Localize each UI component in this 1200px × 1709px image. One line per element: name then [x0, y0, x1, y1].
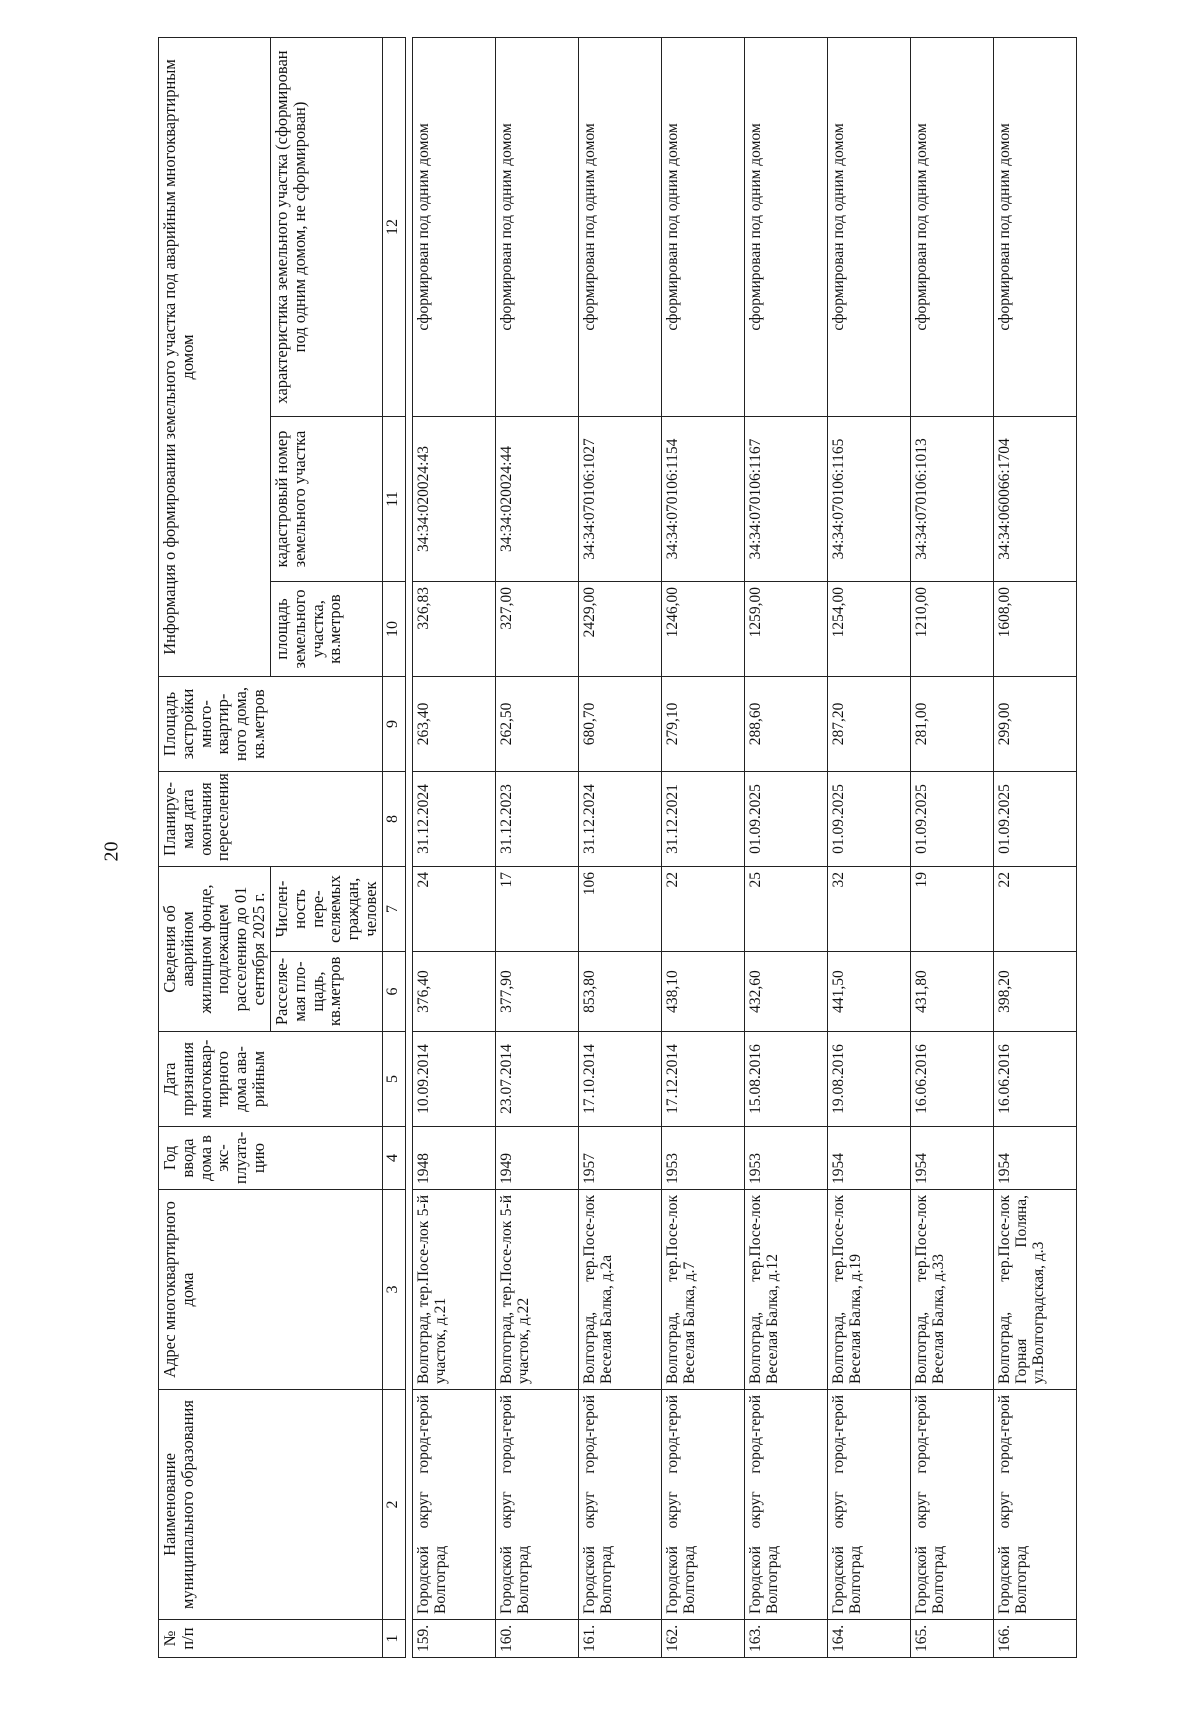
rotated-table-container [158, 38, 1047, 1658]
cell-land-status: сформирован под одним домом [578, 37, 661, 416]
header-col-3: Адрес многоквартирного дома [159, 1190, 383, 1390]
cell-land-status: сформирован под одним домом [495, 37, 578, 416]
cell-people-count: 106 [578, 866, 661, 951]
column-number: 7 [382, 866, 405, 951]
header-col-12: характеристика земельного участка (сформирован под одним домом, не сформирован) [270, 37, 382, 416]
column-number: 5 [382, 1032, 405, 1127]
cell-land-status: сформирован под одним домом [744, 37, 827, 416]
cell-land-area: 2429,00 [578, 581, 661, 676]
cell-recognition-date: 17.10.2014 [578, 1032, 661, 1127]
column-number: 3 [382, 1190, 405, 1390]
column-number: 2 [382, 1390, 405, 1620]
table-row [910, 37, 993, 1657]
table-row [412, 37, 495, 1657]
cell-address: Волгоград, тер.Посе-лок Веселая Балка, д.33 [910, 1190, 993, 1390]
column-number: 1 [382, 1620, 405, 1658]
cell-building-area: 263,40 [412, 676, 495, 771]
header-col-1: № п/п [159, 1620, 383, 1658]
cell-number: 165. [910, 1620, 993, 1658]
cell-address: Волгоград, тер.Посе-лок 5-й участок, д.21 [412, 1190, 495, 1390]
table-row [578, 37, 661, 1657]
header-col-10: площадь земельного участка, кв.метров [270, 581, 382, 676]
cell-address: Волгоград, тер.Посе-лок Веселая Балка, д.12 [744, 1190, 827, 1390]
header-col-9: Площадь застройки много- квартир- ного дома, кв.метров [159, 676, 383, 771]
cell-municipality: Городской округ город-герой Волгоград [412, 1390, 495, 1620]
cell-number: 159. [412, 1620, 495, 1658]
column-number: 10 [382, 581, 405, 676]
cell-municipality: Городской округ город-герой Волгоград [744, 1390, 827, 1620]
column-number-row [382, 37, 405, 1657]
cell-building-area: 288,60 [744, 676, 827, 771]
cell-land-status: сформирован под одним домом [661, 37, 744, 416]
cell-number: 160. [495, 1620, 578, 1658]
cell-address: Волгоград, тер.Посе-лок Горная Поляна, ул.Волгоградская, д.3 [993, 1190, 1076, 1390]
table-row [661, 37, 744, 1657]
cell-cadastral-number: 34:34:070106:1167 [744, 416, 827, 581]
cell-address: Волгоград, тер.Посе-лок Веселая Балка, д.7 [661, 1190, 744, 1390]
cell-land-area: 1210,00 [910, 581, 993, 676]
cell-land-area: 327,00 [495, 581, 578, 676]
header-group-10-12: Информация о формировании земельного участка под аварийным многоквартирным домом [159, 37, 271, 676]
cell-recognition-date: 19.08.2016 [827, 1032, 910, 1127]
cell-year: 1953 [744, 1127, 827, 1190]
table-row [827, 37, 910, 1657]
cell-recognition-date: 17.12.2014 [661, 1032, 744, 1127]
table-row [993, 37, 1076, 1657]
cell-municipality: Городской округ город-герой Волгоград [993, 1390, 1076, 1620]
cell-building-area: 281,00 [910, 676, 993, 771]
cell-cadastral-number: 34:34:070106:1013 [910, 416, 993, 581]
header-group-6-7: Сведения об аварийном жилищном фонде, подлежащем расселению до 01 сентября 2025 г. [159, 866, 271, 1031]
cell-year: 1954 [910, 1127, 993, 1190]
cell-land-status: сформирован под одним домом [910, 37, 993, 416]
cell-municipality: Городской округ город-герой Волгоград [661, 1390, 744, 1620]
cell-year: 1954 [993, 1127, 1076, 1190]
header-col-8: Планируе- мая дата окончания переселения [159, 771, 383, 866]
emergency-housing-table [158, 37, 1077, 1658]
header-col-4: Год ввода дома в экс- плуата- цию [159, 1127, 383, 1190]
cell-land-area: 1259,00 [744, 581, 827, 676]
table-row [744, 37, 827, 1657]
cell-end-date: 31.12.2021 [661, 771, 744, 866]
cell-people-count: 22 [993, 866, 1076, 951]
cell-people-count: 17 [495, 866, 578, 951]
cell-building-area: 287,20 [827, 676, 910, 771]
cell-end-date: 31.12.2023 [495, 771, 578, 866]
header-gap [405, 37, 412, 1657]
cell-building-area: 262,50 [495, 676, 578, 771]
cell-cadastral-number: 34:34:020024:44 [495, 416, 578, 581]
cell-address: Волгоград, тер.Посе-лок Веселая Балка, д.2а [578, 1190, 661, 1390]
cell-number: 161. [578, 1620, 661, 1658]
cell-year: 1948 [412, 1127, 495, 1190]
cell-end-date: 01.09.2025 [993, 771, 1076, 866]
cell-land-status: сформирован под одним домом [412, 37, 495, 416]
cell-recognition-date: 16.06.2016 [993, 1032, 1076, 1127]
header-col-7: Числен- ность пере- селяемых граждан, человек [270, 866, 382, 951]
cell-building-area: 279,10 [661, 676, 744, 771]
cell-resettled-area: 431,80 [910, 952, 993, 1032]
cell-land-status: сформирован под одним домом [993, 37, 1076, 416]
cell-people-count: 25 [744, 866, 827, 951]
cell-municipality: Городской округ город-герой Волгоград [495, 1390, 578, 1620]
cell-resettled-area: 377,90 [495, 952, 578, 1032]
column-number: 8 [382, 771, 405, 866]
cell-recognition-date: 10.09.2014 [412, 1032, 495, 1127]
column-number: 11 [382, 416, 405, 581]
cell-building-area: 299,00 [993, 676, 1076, 771]
header-col-6: Расселяе- мая пло- щадь, кв.метров [270, 952, 382, 1032]
cell-land-area: 326,83 [412, 581, 495, 676]
cell-municipality: Городской округ город-герой Волгоград [827, 1390, 910, 1620]
cell-number: 163. [744, 1620, 827, 1658]
cell-number: 164. [827, 1620, 910, 1658]
cell-address: Волгоград, тер.Посе-лок 5-й участок, д.22 [495, 1190, 578, 1390]
cell-land-area: 1254,00 [827, 581, 910, 676]
cell-year: 1949 [495, 1127, 578, 1190]
cell-number: 162. [661, 1620, 744, 1658]
cell-recognition-date: 15.08.2016 [744, 1032, 827, 1127]
cell-cadastral-number: 34:34:060066:1704 [993, 416, 1076, 581]
header-col-11: кадастровый номер земельного участка [270, 416, 382, 581]
cell-people-count: 32 [827, 866, 910, 951]
cell-people-count: 22 [661, 866, 744, 951]
cell-land-area: 1246,00 [661, 581, 744, 676]
gap-cell [405, 37, 412, 1657]
table-row [495, 37, 578, 1657]
cell-end-date: 01.09.2025 [744, 771, 827, 866]
cell-municipality: Городской округ город-герой Волгоград [910, 1390, 993, 1620]
cell-year: 1953 [661, 1127, 744, 1190]
table-body [412, 37, 1076, 1657]
cell-end-date: 01.09.2025 [827, 771, 910, 866]
cell-resettled-area: 853,80 [578, 952, 661, 1032]
cell-year: 1954 [827, 1127, 910, 1190]
cell-year: 1957 [578, 1127, 661, 1190]
cell-resettled-area: 438,10 [661, 952, 744, 1032]
column-number: 6 [382, 952, 405, 1032]
cell-resettled-area: 398,20 [993, 952, 1076, 1032]
header-row-1 [159, 37, 271, 1657]
column-number: 12 [382, 37, 405, 416]
cell-end-date: 31.12.2024 [412, 771, 495, 866]
cell-building-area: 680,70 [578, 676, 661, 771]
column-number: 9 [382, 676, 405, 771]
cell-cadastral-number: 34:34:070106:1165 [827, 416, 910, 581]
cell-end-date: 31.12.2024 [578, 771, 661, 866]
cell-number: 166. [993, 1620, 1076, 1658]
cell-land-area: 1608,00 [993, 581, 1076, 676]
cell-cadastral-number: 34:34:070106:1027 [578, 416, 661, 581]
cell-cadastral-number: 34:34:070106:1154 [661, 416, 744, 581]
cell-people-count: 19 [910, 866, 993, 951]
header-col-2: Наименование муниципального образования [159, 1390, 383, 1620]
cell-end-date: 01.09.2025 [910, 771, 993, 866]
cell-people-count: 24 [412, 866, 495, 951]
cell-address: Волгоград, тер.Посе-лок Веселая Балка, д.19 [827, 1190, 910, 1390]
cell-resettled-area: 441,50 [827, 952, 910, 1032]
cell-municipality: Городской округ город-герой Волгоград [578, 1390, 661, 1620]
cell-resettled-area: 432,60 [744, 952, 827, 1032]
cell-recognition-date: 23.07.2014 [495, 1032, 578, 1127]
cell-resettled-area: 376,40 [412, 952, 495, 1032]
cell-cadastral-number: 34:34:020024:43 [412, 416, 495, 581]
column-number: 4 [382, 1127, 405, 1190]
page-number: 20 [100, 841, 123, 862]
cell-recognition-date: 16.06.2016 [910, 1032, 993, 1127]
header-col-5: Дата признания многоквар- тирного дома ава- рийным [159, 1032, 383, 1127]
cell-land-status: сформирован под одним домом [827, 37, 910, 416]
